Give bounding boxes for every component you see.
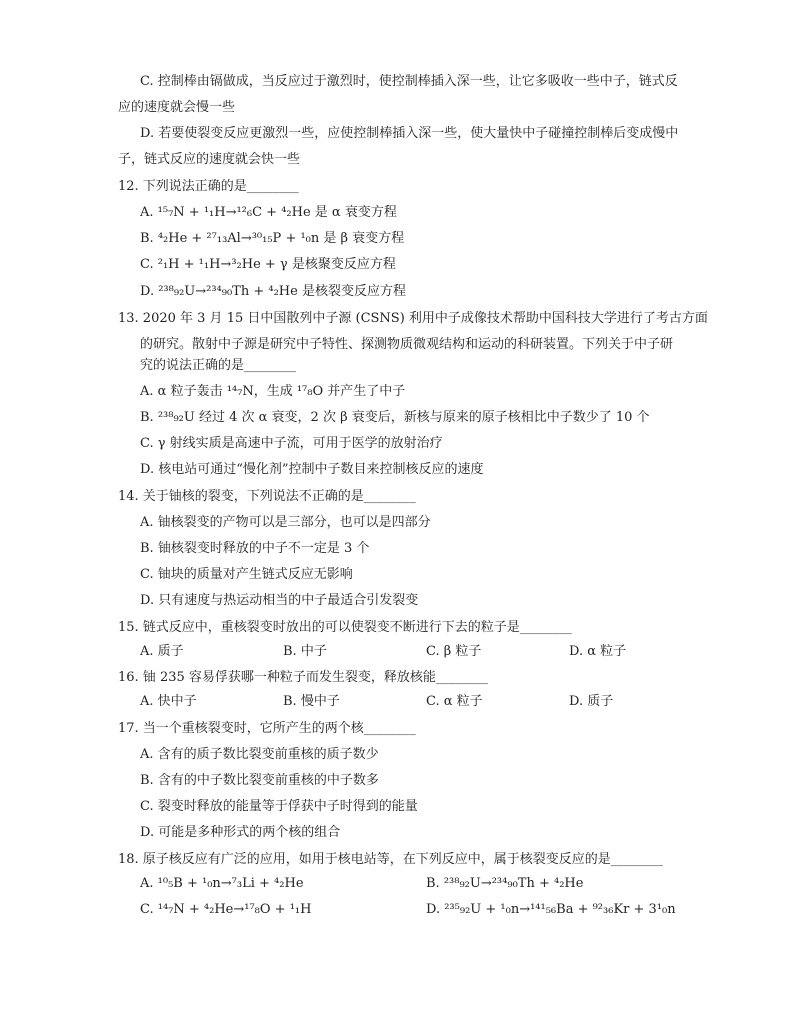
q12-option-b: B. ⁴₂He + ²⁷₁₃Al→³⁰₁₅P + ¹₀n 是 β 衰变方程 [140,231,405,246]
question-13-stem-line1: 13. 2020 年 3 月 15 日中国散列中子源 (CSNS) 利用中子成像技术帮助中国科技大学进行了考古方面 [118,311,708,326]
question-13-stem-line2: 的研究。散射中子源是研究中子特性、探测物质微观结构和运动的科研装置。下列关于中子研 [140,337,674,352]
q18-option-d: D. ²³⁵₉₂U + ¹₀n→¹⁴¹₅₆Ba + ⁹²₃₆Kr + 3¹₀n [426,902,676,917]
q17-option-b: B. 含有的中子数比裂变前重核的中子数多 [140,773,379,788]
q17-option-c: C. 裂变时释放的能量等于俘获中子时得到的能量 [140,799,418,814]
q13-option-d: D. 核电站可通过“慢化剂”控制中子数目来控制核反应的速度 [140,462,484,477]
q14-option-c: C. 铀块的质量对产生链式反应无影响 [140,567,353,582]
q16-option-b: B. 慢中子 [283,694,340,709]
q13-option-b: B. ²³⁸₉₂U 经过 4 次 α 衰变，2 次 β 衰变后，新核与原来的原子核相比中子数少了 10 个 [140,410,650,425]
q18-option-b: B. ²³⁸₉₂U→²³⁴₉₀Th + ⁴₂He [426,876,584,891]
question-15-stem: 15. 链式反应中，重核裂变时放出的可以使裂变不断进行下去的粒子是________ [118,620,572,635]
q15-option-c: C. β 粒子 [426,644,482,659]
q12-option-a: A. ¹⁵₇N + ¹₁H→¹²₆C + ⁴₂He 是 α 衰变方程 [140,205,397,220]
question-18-stem: 18. 原子核反应有广泛的应用，如用于核电站等，在下列反应中，属于核裂变反应的是________ [118,852,663,867]
q16-option-c: C. α 粒子 [426,694,483,709]
q11-option-c-line1: C. 控制棒由镉做成，当反应过于激烈时，使控制棒插入深一些，让它多吸收一些中子，链式反 [140,74,678,89]
q15-option-d: D. α 粒子 [569,644,627,659]
q13-option-a: A. α 粒子轰击 ¹⁴₇N，生成 ¹⁷₈O 并产生了中子 [140,384,406,399]
q16-option-a: A. 快中子 [140,694,197,709]
q16-option-d: D. 质子 [569,694,614,709]
q17-option-d: D. 可能是多种形式的两个核的组合 [140,825,341,840]
q15-option-b: B. 中子 [283,644,327,659]
q14-option-a: A. 铀核裂变的产物可以是三部分，也可以是四部分 [140,515,431,530]
q17-option-a: A. 含有的质子数比裂变前重核的质子数少 [140,747,379,762]
q11-option-c-line2: 应的速度就会慢一些 [118,100,236,115]
question-16-stem: 16. 铀 235 容易俘获哪一种粒子而发生裂变，释放核能________ [118,670,488,685]
question-12-stem: 12. 下列说法正确的是________ [118,179,299,194]
question-13-stem-line3: 究的说法正确的是________ [140,358,297,373]
q12-option-d: D. ²³⁸₉₂U→²³⁴₉₀Th + ⁴₂He 是核裂变反应方程 [140,284,406,299]
q12-option-c: C. ²₁H + ¹₁H→³₂He + γ 是核聚变反应方程 [140,257,396,272]
q15-option-a: A. 质子 [140,644,184,659]
q14-option-b: B. 铀核裂变时释放的中子不一定是 3 个 [140,541,370,556]
q18-option-c: C. ¹⁴₇N + ⁴₂He→¹⁷₈O + ¹₁H [140,902,312,917]
q13-option-c: C. γ 射线实质是高速中子流，可用于医学的放射治疗 [140,436,443,451]
q11-option-d-line1: D. 若要使裂变反应更激烈一些，应使控制棒插入深一些，使大量快中子碰撞控制棒后变成慢中 [140,126,679,141]
q18-option-a: A. ¹⁰₅B + ¹₀n→⁷₃Li + ⁴₂He [140,876,304,891]
q11-option-d-line2: 子，链式反应的速度就会快一些 [118,152,301,167]
q14-option-d: D. 只有速度与热运动相当的中子最适合引发裂变 [140,593,419,608]
question-14-stem: 14. 关于铀核的裂变，下列说法不正确的是________ [118,489,416,504]
question-17-stem: 17. 当一个重核裂变时，它所产生的两个核________ [118,721,416,736]
